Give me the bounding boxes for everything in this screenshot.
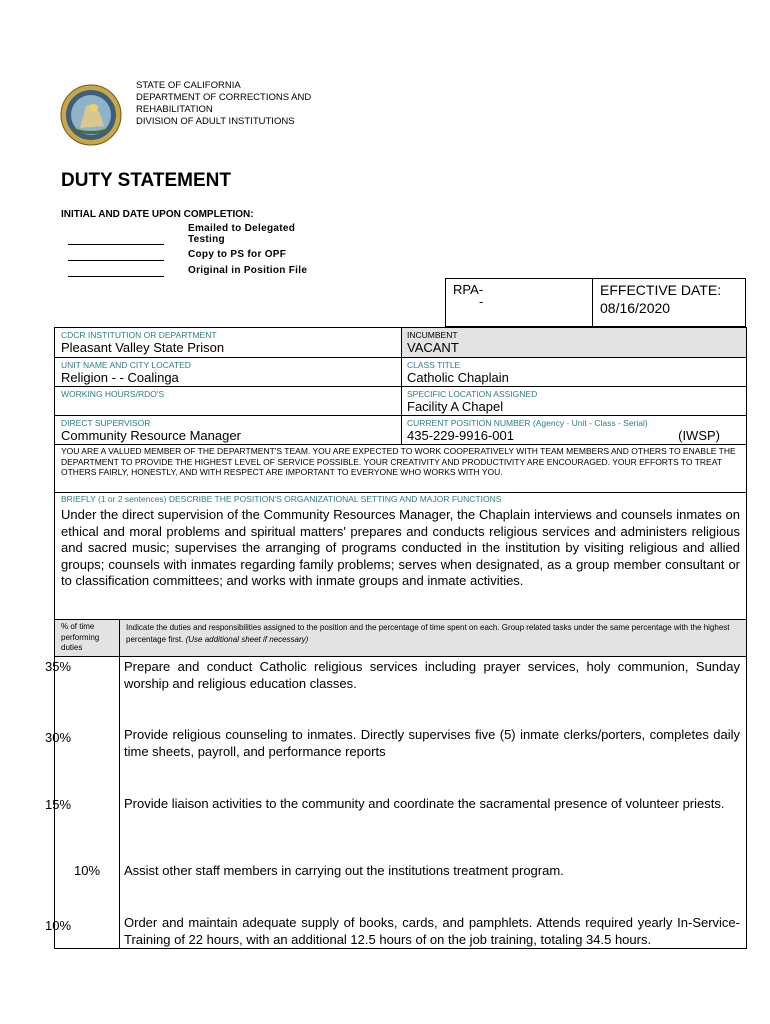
institution-label: CDCR INSTITUTION OR DEPARTMENT [61, 330, 217, 340]
incumbent-field [401, 328, 746, 357]
duty-pct: 15% [44, 797, 72, 812]
agency-line: DEPARTMENT OF CORRECTIONS AND [136, 92, 312, 103]
rpa-label: RPA- [453, 282, 484, 297]
briefly-section [55, 493, 746, 619]
position-number-suffix: (IWSP) [678, 428, 720, 443]
page-title: DUTY STATEMENT [61, 170, 231, 191]
desc-header-label: Indicate the duties and responsibilities assigned to the position and the percentage of time spent on each. Group related tasks under the same percentage with the highest percentage first. [126, 623, 730, 644]
california-state-seal [60, 84, 122, 146]
location-field [401, 387, 746, 415]
valued-member-text: YOU ARE A VALUED MEMBER OF THE DEPARTMENT'S TEAM. YOU ARE EXPECTED TO WORK COOPERATIVELY WITH TEAM MEMBERS AND OTHERS TO ENABLE THE DEPARTMENT TO PROVIDE THE HIGHEST LEVEL OF SERVICE POSSIBLE. YOUR CREATIVITY AND PRODUCTIVITY ARE ENCOURAGED. YOUR EFFORTS TO TREAT OTHERS FAIRLY, HONESTLY, AND WITH RESPECT ARE IMPORTANT TO EVERYONE WHO WORKS WITH YOU. [61, 446, 736, 477]
initial-heading: INITIAL AND DATE UPON COMPLETION: [61, 209, 254, 220]
supervisor-field [55, 416, 401, 444]
effective-date-label: EFFECTIVE DATE: [600, 282, 722, 298]
agency-line: DIVISION OF ADULT INSTITUTIONS [136, 116, 295, 127]
incumbent-value: VACANT [407, 340, 459, 355]
class-title-value: Catholic Chaplain [407, 370, 509, 385]
position-number-label: CURRENT POSITION NUMBER (Agency - Unit - Class - Serial) [407, 418, 648, 428]
institution-value: Pleasant Valley State Prison [61, 340, 225, 355]
unit-value: Religion - - Coalinga [61, 370, 179, 385]
position-number-value: 435-229-9916-001 [407, 428, 514, 443]
duty-pct: 35% [44, 659, 72, 674]
hours-label: WORKING HOURS/RDO'S [61, 389, 165, 399]
duty-text: Provide religious counseling to inmates. Directly supervises five (5) inmate clerks/porters, completes daily time sheets, payroll, and performance reports [124, 727, 740, 759]
duty-text: Assist other staff members in carrying out the institutions treatment program. [124, 863, 564, 878]
duty-pct: 10% [44, 918, 72, 933]
hours-field [55, 387, 401, 415]
initial-item [68, 265, 307, 277]
agency-line: STATE OF CALIFORNIA [136, 80, 241, 91]
class-title-label: CLASS TITLE [407, 360, 461, 370]
desc-header [120, 620, 746, 656]
effective-date-value: 08/16/2020 [600, 300, 671, 316]
rpa-value: - [479, 294, 484, 309]
class-title-field [401, 358, 746, 386]
agency-line: REHABILITATION [136, 104, 213, 115]
initial-item [68, 223, 318, 245]
initial-item-label: Emailed to Delegated Testing [188, 223, 296, 245]
duty-text: Prepare and conduct Catholic religious services including prayer services, holy communion, Sunday worship and religious education classes. [124, 659, 740, 691]
initial-item [68, 249, 286, 261]
supervisor-label: DIRECT SUPERVISOR [61, 418, 151, 428]
briefly-label: BRIEFLY (1 or 2 sentences) DESCRIBE THE POSITION'S ORGANIZATIONAL SETTING AND MAJOR FUNCTIONS [61, 494, 502, 504]
briefly-text: Under the direct supervision of the Community Resources Manager, the Chaplain interviews and counsels inmates on ethical and moral problems and spiritual matters' prepares and conducts religious services and administers religious and sacred music; supervises the arranging of programs conducted in the institution by visiting religious and allied groups; counsels with inmates regarding family problems; serves when designated, as a group member consultant or to classification committees; and works with inmate groups and inmate activities. [61, 507, 740, 588]
agency-header [136, 80, 311, 128]
pct-header-label: % of time performing duties [61, 622, 100, 652]
initial-item-label: Copy to PS for OPF [188, 249, 287, 260]
incumbent-label: INCUMBENT [407, 330, 458, 340]
position-number-field [401, 416, 746, 444]
duty-pct: 30% [44, 730, 72, 745]
location-value: Facility A Chapel [407, 399, 504, 414]
duty-text: Provide liaison activities to the community and coordinate the sacramental presence of volunteer priests. [124, 796, 725, 811]
initial-item-label: Original in Position File [188, 265, 308, 276]
desc-header-note: (Use additional sheet if necessary) [185, 635, 309, 644]
unit-label: UNIT NAME AND CITY LOCATED [61, 360, 191, 370]
pct-header [55, 620, 119, 656]
location-label: SPECIFIC LOCATION ASSIGNED [407, 389, 538, 399]
unit-field [55, 358, 401, 386]
duty-text: Order and maintain adequate supply of books, cards, and pamphlets. Attends required yearly In-Service-Training of 22 hours, with an additional 12.5 hours of on the job training, totaling 34.5 hours. [124, 915, 740, 947]
supervisor-value: Community Resource Manager [61, 428, 241, 443]
duty-pct: 10% [73, 863, 101, 878]
institution-field [55, 328, 401, 357]
